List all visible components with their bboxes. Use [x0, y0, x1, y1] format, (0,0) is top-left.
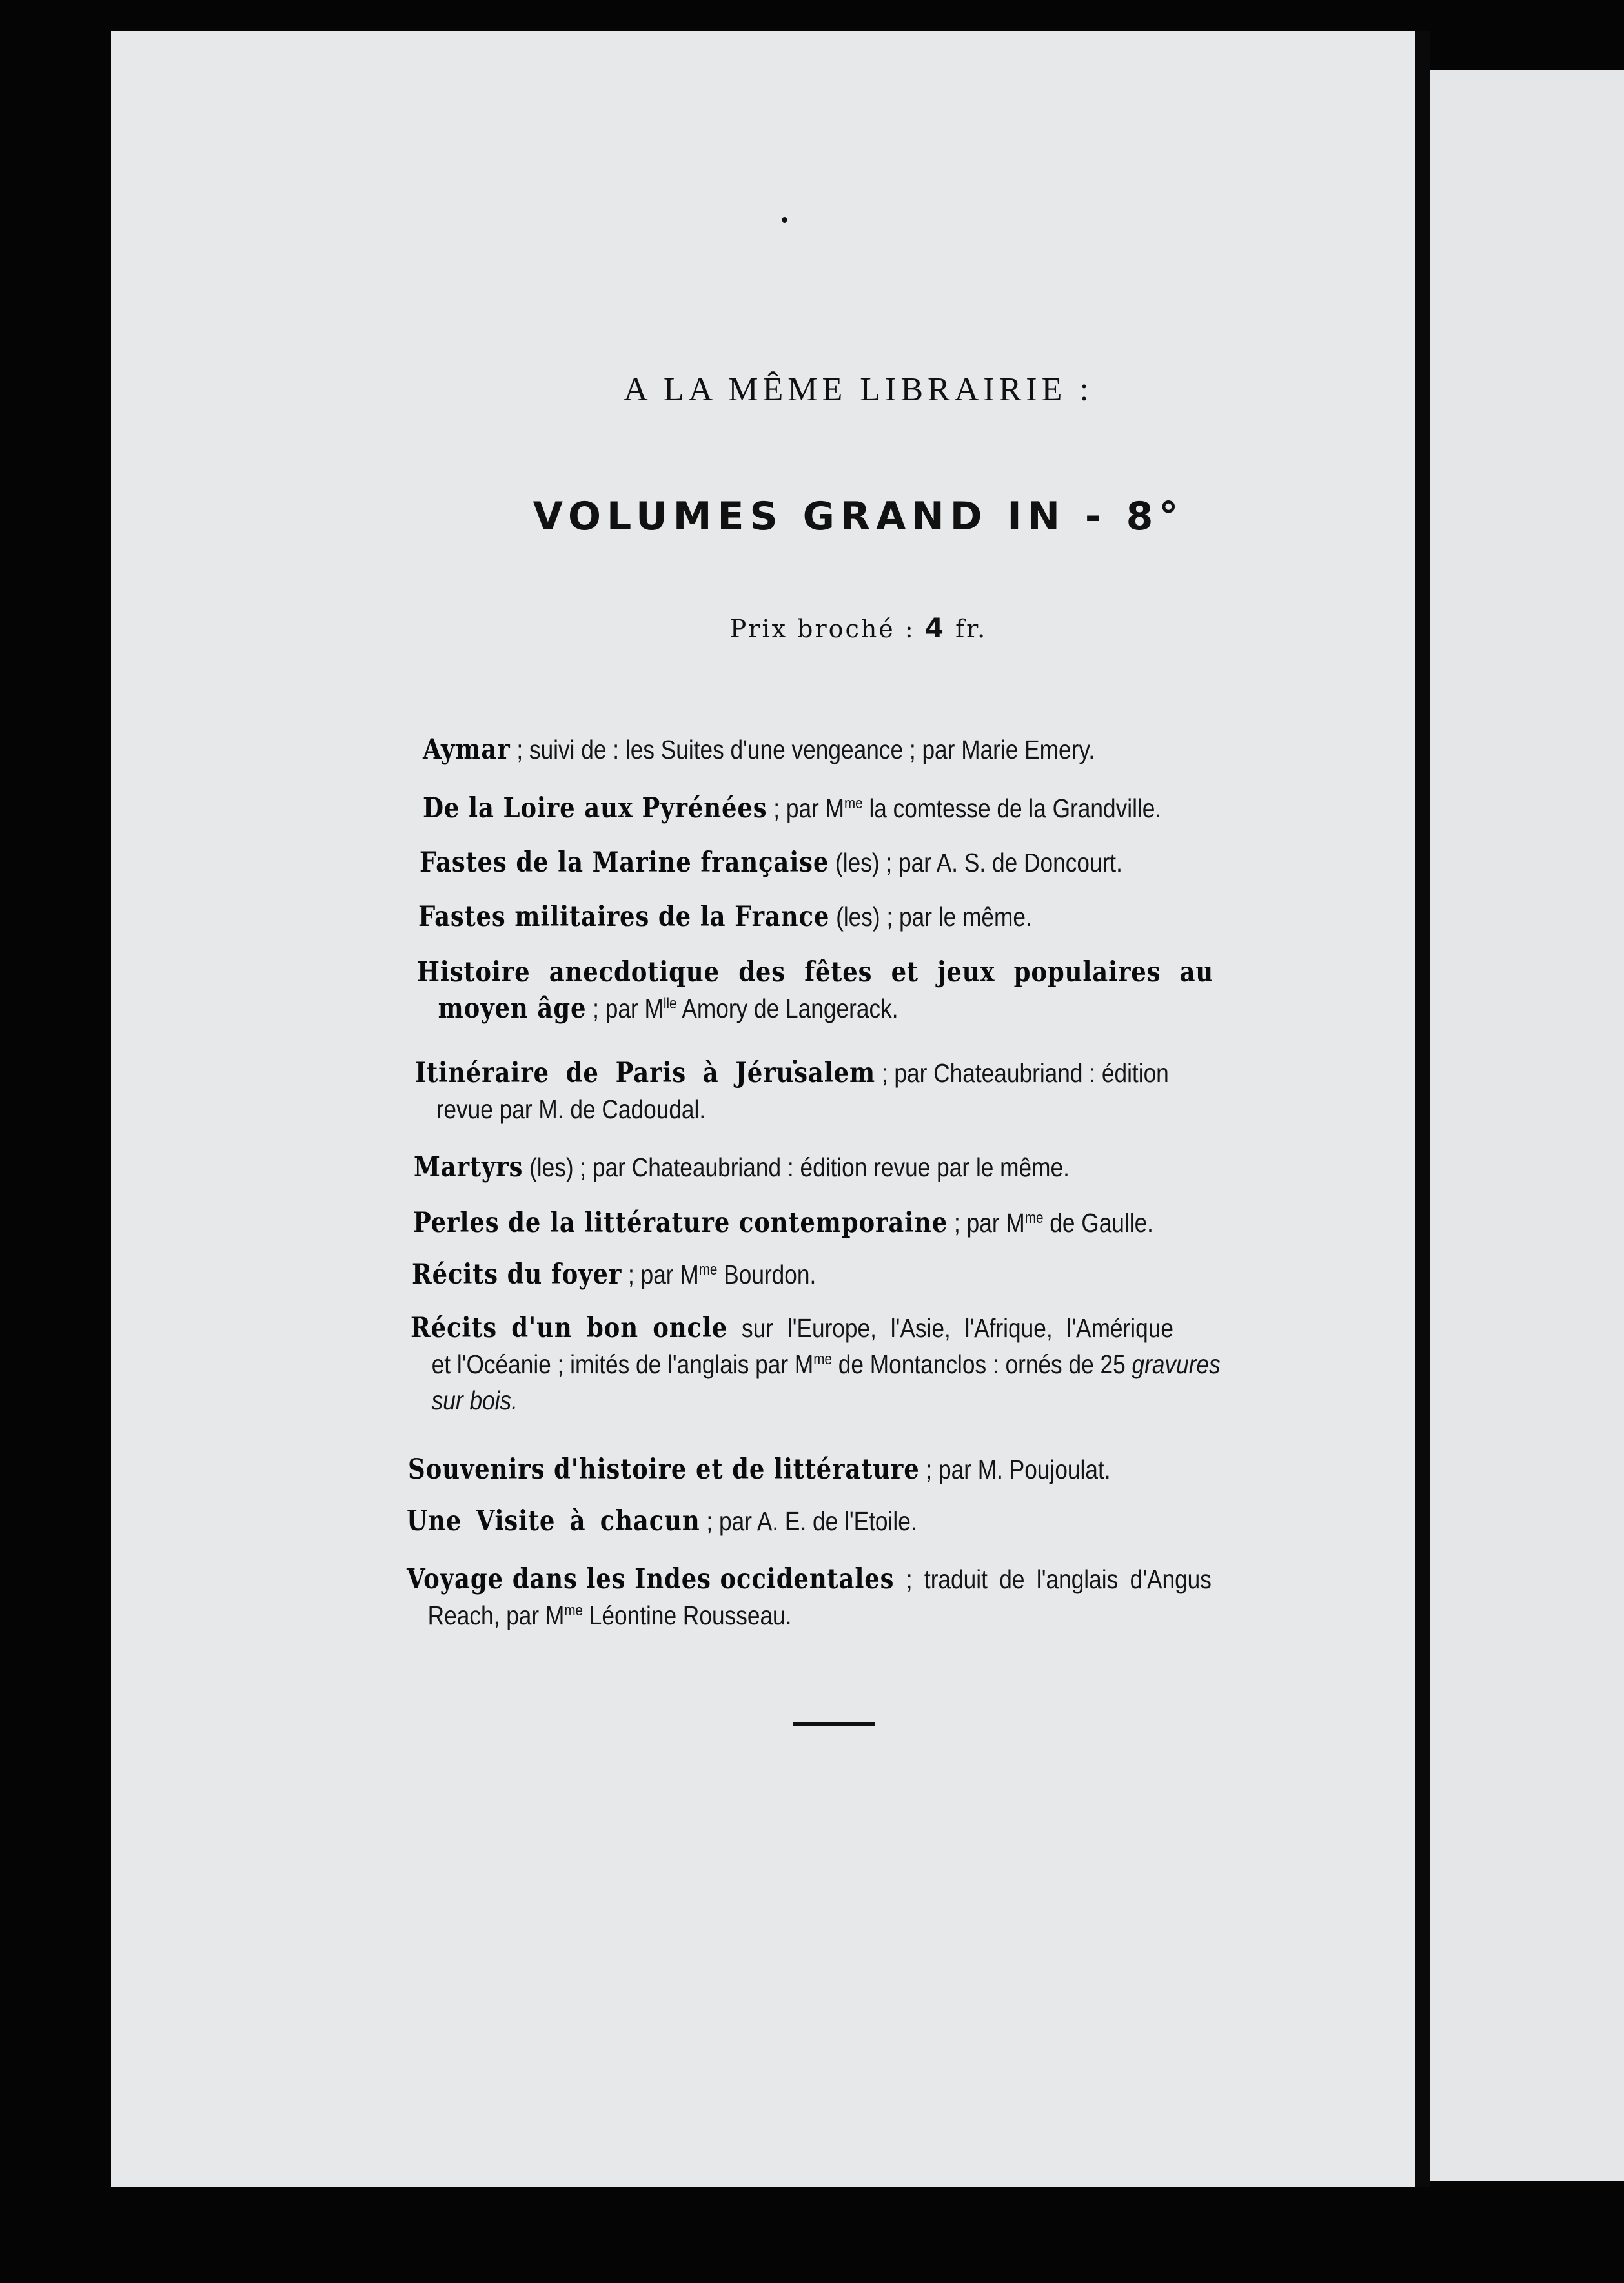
- entry-text: (les) ; par le même.: [829, 902, 1032, 932]
- price-value: 4: [924, 612, 946, 644]
- entry-title: Itinéraire de Paris à Jérusalem: [415, 1057, 876, 1089]
- list-item: [412, 1256, 1172, 1293]
- entry-text: ; par M: [767, 793, 844, 823]
- list-item: [408, 1451, 1168, 1488]
- price-line: [503, 612, 1213, 644]
- entry-sup: lle: [663, 995, 677, 1012]
- entry-title: Fastes militaires de la France: [418, 901, 830, 933]
- entry-title: De la Loire aux Pyrénées: [423, 792, 767, 824]
- entry-italic: gravures: [1132, 1349, 1221, 1379]
- list-item: [407, 1561, 1212, 1633]
- entry-text: ; suivi de : les Suites d'une vengeance ; par Marie Emery.: [510, 735, 1095, 764]
- section-divider: [793, 1722, 875, 1726]
- entry-title: Perles de la littérature contemporaine: [413, 1207, 948, 1239]
- entry-text: ; par M: [586, 994, 664, 1023]
- entry-text: (les) ; par Chateaubriand : édition revue par le même.: [523, 1152, 1070, 1182]
- entry-text: Bourdon.: [717, 1260, 817, 1289]
- entry-text: Léontine Rousseau.: [583, 1601, 792, 1630]
- entry-sup: me: [813, 1351, 832, 1368]
- list-item: [417, 954, 1214, 1027]
- price-unit: fr.: [955, 615, 988, 643]
- entry-title: moyen âge: [438, 992, 587, 1025]
- entry-text: et l'Océanie ; imités de l'anglais par M: [431, 1349, 814, 1379]
- entry-text: ; par M. Poujoulat.: [919, 1455, 1111, 1484]
- facing-page-edge: [1430, 70, 1624, 2181]
- list-item: [414, 1149, 1174, 1185]
- entry-text: de Gaulle.: [1043, 1208, 1153, 1238]
- entry-text: ; par M: [622, 1260, 699, 1289]
- entry-title: Récits d'un bon oncle: [411, 1312, 728, 1344]
- page-gutter: [1415, 31, 1430, 2187]
- list-item: [423, 732, 1183, 768]
- entry-sup: me: [1024, 1209, 1044, 1227]
- entry-text: Reach, par M: [427, 1601, 565, 1630]
- entry-text: Amory de Langerack.: [676, 994, 898, 1023]
- entry-text: (les) ; par A. S. de Doncourt.: [829, 848, 1122, 877]
- speck: [782, 217, 787, 223]
- list-item: [413, 1205, 1173, 1241]
- entry-italic: sur bois.: [431, 1386, 518, 1415]
- entry-title: Fastes de la Marine française: [420, 846, 829, 879]
- entry-text: ; par M: [948, 1208, 1025, 1238]
- entry-title: Aymar: [423, 733, 511, 766]
- entry-text: de Montanclos : ornés de 25: [831, 1349, 1132, 1379]
- entry-title: Voyage dans les Indes occidentales: [407, 1563, 895, 1595]
- entry-text: ; traduit de l'anglais d'Angus: [894, 1564, 1212, 1594]
- entry-title: Souvenirs d'histoire et de littérature: [408, 1453, 920, 1486]
- publisher-heading: A LA MÊME LIBRAIRIE :: [624, 371, 1093, 408]
- entry-title: Histoire anecdotique des fêtes et jeux populaires au: [417, 956, 1214, 988]
- entry-text: revue par M. de Cadoudal.: [436, 1094, 706, 1124]
- entry-text: ; par A. E. de l'Etoile.: [700, 1506, 917, 1536]
- entry-title: Récits du foyer: [412, 1258, 622, 1291]
- entry-title: Martyrs: [414, 1151, 523, 1183]
- format-heading: VOLUMES GRAND IN - 8°: [533, 494, 1184, 539]
- list-item: [420, 845, 1180, 881]
- entry-sup: me: [844, 795, 863, 812]
- list-item: [411, 1310, 1221, 1418]
- list-item: [415, 1055, 1175, 1127]
- entry-title: Une Visite à chacun: [407, 1505, 700, 1537]
- list-item: [418, 899, 1179, 935]
- entry-text: la comtesse de la Grandville.: [862, 793, 1162, 823]
- entry-sup: me: [698, 1261, 718, 1278]
- entry-text: ; par Chateaubriand : édition: [875, 1058, 1169, 1088]
- list-item: [407, 1503, 1167, 1539]
- price-label: Prix broché :: [729, 615, 915, 643]
- entry-sup: me: [564, 1602, 584, 1619]
- entry-text: sur l'Europe, l'Asie, l'Afrique, l'Amérique: [727, 1313, 1173, 1343]
- list-item: [423, 790, 1183, 826]
